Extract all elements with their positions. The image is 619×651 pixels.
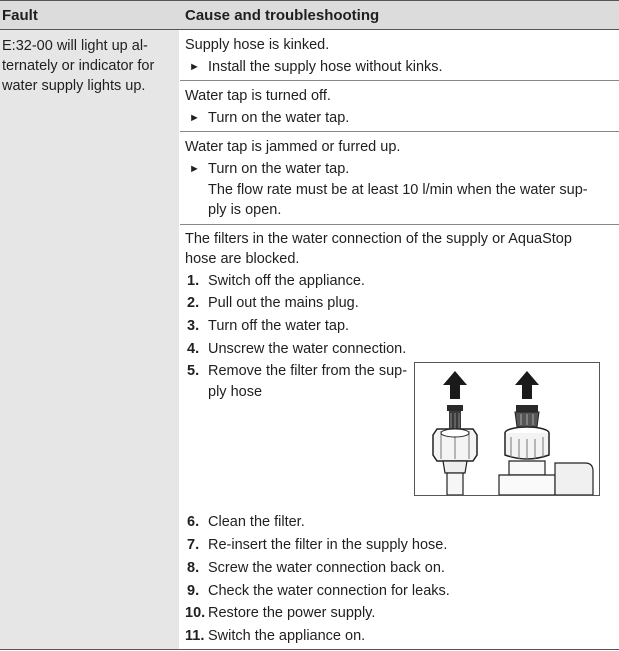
table-bottom-border [0, 649, 619, 650]
row1-action: Install the supply hose without kinks. [208, 59, 443, 75]
row3-note-line: The flow rate must be at least 10 l/min when the water sup- [208, 182, 588, 198]
step-number: 10. [185, 605, 206, 621]
step-number: 4. [187, 341, 200, 357]
header-fault: Fault [2, 7, 38, 24]
fault-line: ternately or indicator for [2, 58, 155, 74]
action-arrow-icon: ► [189, 163, 200, 175]
step-text: Restore the power supply. [208, 605, 376, 621]
step-text: Check the water connection for leaks. [208, 583, 450, 599]
action-arrow-icon: ► [189, 61, 200, 73]
step-number: 1. [187, 273, 200, 289]
filter-removal-figure [414, 362, 600, 496]
row1-cause: Supply hose is kinked. [185, 37, 330, 53]
row3-action: Turn on the water tap. [208, 161, 350, 177]
step-text: Clean the filter. [208, 514, 305, 530]
fault-line: E:32-00 will light up al- [2, 38, 148, 54]
row4-cause-line: The filters in the water connection of the supply or AquaStop [185, 231, 572, 247]
row-separator [180, 80, 619, 81]
row2-action: Turn on the water tap. [208, 110, 350, 126]
step-text: Switch the appliance on. [208, 628, 366, 644]
step-number: 5. [187, 363, 200, 379]
step-number: 7. [187, 537, 200, 553]
row3-note-line: ply is open. [208, 202, 282, 218]
step-text: Turn off the water tap. [208, 318, 350, 334]
step-number: 11. [185, 628, 205, 644]
row3-cause: Water tap is jammed or furred up. [185, 139, 401, 155]
step-number: 3. [187, 318, 200, 334]
step-text: Switch off the appliance. [208, 273, 365, 289]
step-text-line: ply hose [208, 384, 263, 400]
row4-cause-line: hose are blocked. [185, 251, 300, 267]
step-text: Unscrew the water connection. [208, 341, 407, 357]
step-text: Re-insert the filter in the supply hose. [208, 537, 448, 553]
fault-line: water supply lights up. [2, 78, 146, 94]
row-separator [180, 131, 619, 132]
step-text: Screw the water connection back on. [208, 560, 445, 576]
row2-cause: Water tap is turned off. [185, 88, 331, 104]
step-number: 6. [187, 514, 200, 530]
header-cause: Cause and troubleshooting [185, 7, 380, 24]
step-text: Pull out the mains plug. [208, 295, 359, 311]
table-header [0, 0, 619, 30]
step-number: 8. [187, 560, 200, 576]
step-text-line: Remove the filter from the sup- [208, 363, 408, 379]
step-number: 2. [187, 295, 200, 311]
fault-column [0, 30, 179, 649]
filter-removal-illustration-icon [415, 363, 599, 495]
action-arrow-icon: ► [189, 112, 200, 124]
step-number: 9. [187, 583, 200, 599]
row-separator [180, 224, 619, 225]
fault-description [2, 36, 172, 96]
